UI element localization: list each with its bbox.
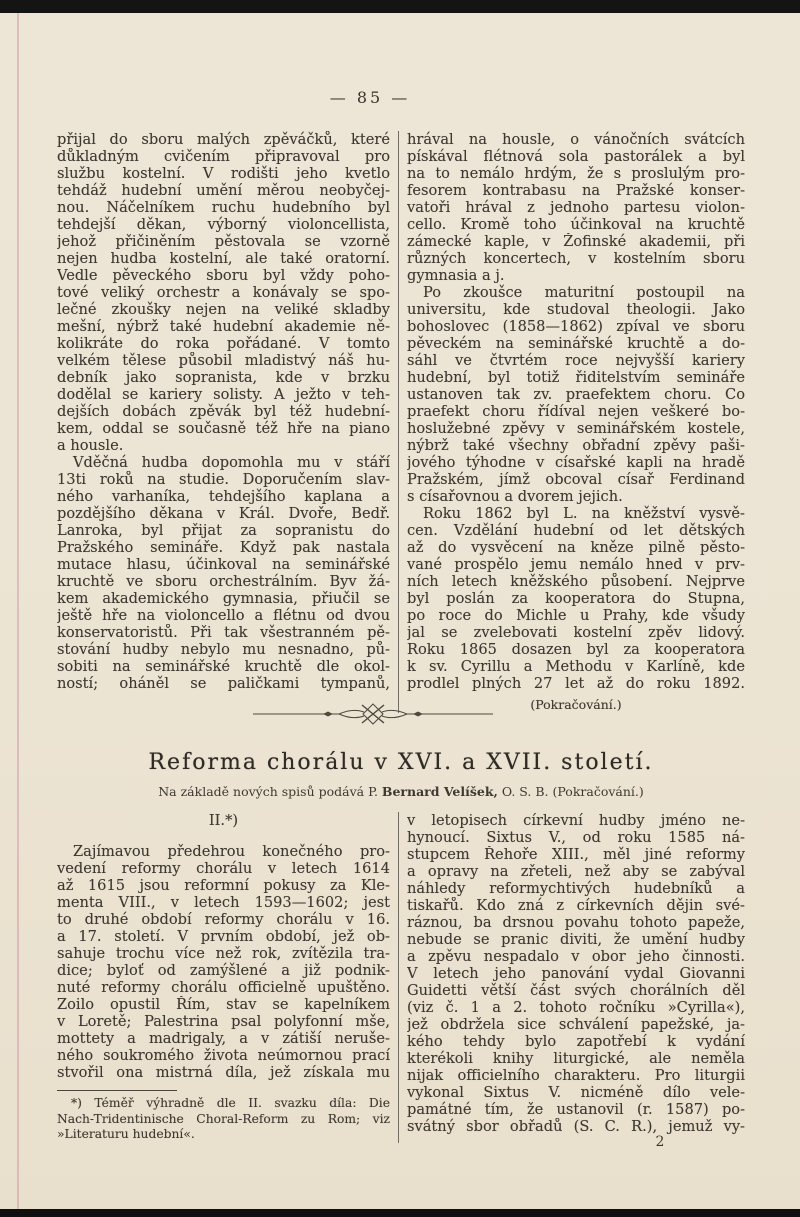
text-line: kem, oddal se současně též hře na piano: [57, 420, 390, 437]
text-line: důkladným cvičením připravoval pro: [57, 148, 390, 165]
footnote-lines: [57, 1096, 390, 1143]
article2-left-column: [57, 812, 398, 1143]
text-line: a zpěvu nespadalo v obor jeho činnosti.: [407, 948, 745, 965]
text-line: Lanroka, byl přijat za sopranistu do: [57, 522, 390, 539]
text-line: památné tím, že ustanovil (r. 1587) po-: [407, 1101, 745, 1118]
text-line: debník jako sopranista, kde v brzku: [57, 369, 390, 386]
text-line: po roce do Michle u Prahy, kde všudy: [407, 607, 745, 624]
text-line: vatoři hrával z jednoho partesu violon-: [407, 199, 745, 216]
text-line: konservatoristů. Při tak všestranném pě-: [57, 624, 390, 641]
text-line: fesorem kontrabasu na Pražské konser-: [407, 182, 745, 199]
text-line: »Literaturu hudební«.: [57, 1127, 195, 1141]
text-line: hrával na housle, o vánočních svátcích: [407, 131, 745, 148]
text-line: různých koncertech, v kostelním sboru: [407, 250, 745, 267]
scan-edge-top: [0, 0, 800, 13]
text-line: v Loretě; Palestrina psal polyfonní mše,: [57, 1013, 390, 1030]
margin-line: [17, 13, 19, 1209]
text-line: zámecké kaple, v Žofinské akademii, při: [407, 233, 745, 250]
text-line: pozdějšího děkana v Král. Dvoře, Bedř.: [57, 505, 390, 522]
article2-right-column: [398, 812, 745, 1143]
text-line: Zoilo opustil Řím, stav se kapelníkem: [57, 996, 390, 1013]
text-line: jového týhodne v císařské kapli na hradě: [407, 454, 745, 471]
scan-edge-bottom: [0, 1209, 800, 1217]
text-line: *) Téměř výhradně dle II. svazku díla: Die: [71, 1096, 390, 1110]
article1-columns: [57, 131, 745, 713]
text-line: velkém tělese působil mladistvý náš hu-: [57, 352, 390, 369]
text-line: Nach-Tridentinische Choral-Reform zu Rom; viz: [57, 1111, 390, 1126]
text-line: ného soukromého života neúmornou prací: [57, 1047, 390, 1064]
subtitle-suffix: O. S. B. (Pokračování.): [497, 784, 644, 799]
text-line: službu kostelní. V rodišti jeho kvetlo: [57, 165, 390, 182]
text-line: v letopisech církevní hudby jméno ne-: [407, 812, 745, 829]
text-line: nejen hudba kostelní, ale také oratorní.: [57, 250, 390, 267]
text-line: jež obdržela sice schválení papežské, ja-: [407, 1016, 745, 1033]
text-line: prodlel plných 27 let až do roku 1892.: [407, 675, 745, 692]
text-line: stování hudby nebylo mu nesnadno, pů-: [57, 641, 390, 658]
text-line: sahuje trochu více než rok, zvítězila tra-: [57, 945, 390, 962]
page-number: — 85 —: [329, 88, 411, 107]
text-line: cello. Kromě toho účinkoval na kruchtě: [407, 216, 745, 233]
text-line: na to nemálo hrdým, že s proslulým pro-: [407, 165, 745, 182]
text-line: sobiti na seminářské kruchtě dle okol-: [57, 658, 390, 675]
text-line: Po zkoušce maturitní postoupil na: [423, 284, 745, 301]
text-line: vedení reformy chorálu v letech 1614: [57, 860, 390, 877]
text-line: mutace hlasu, účinkoval na seminářské: [57, 556, 390, 573]
text-line: a 17. století. V prvním období, jež ob-: [57, 928, 390, 945]
text-line: až 1615 jsou reformní pokusy za Kle-: [57, 877, 390, 894]
subtitle-author: Bernard Velíšek,: [381, 784, 498, 799]
text-line: ještě hře na violoncello a flétnu od dvou: [57, 607, 390, 624]
text-line: dice; byloť od zamýšlené a již podnik-: [57, 962, 390, 979]
text-line: stvořil ona mistrná díla, jež získala mu: [57, 1064, 390, 1081]
text-line: pískával flétnová sola pastorálek a byl: [407, 148, 745, 165]
text-line: Pražského semináře. Když pak nastala: [57, 539, 390, 556]
text-line: nijak officielního charakteru. Pro liturgii: [407, 1067, 745, 1084]
text-line: ustanoven tak zv. praefektem choru. Co: [407, 386, 745, 403]
text-line: a opravy na zřeteli, než aby se zabýval: [407, 863, 745, 880]
text-line: dejších dobách zpěvák byl též hudební-: [57, 403, 390, 420]
text-line: to druhé období reformy chorálu v 16.: [57, 911, 390, 928]
subtitle-text: Na základě nových spisů podává P.: [158, 784, 382, 799]
text-line: tehdáž hudební umění měrou neobyčej-: [57, 182, 390, 199]
signature-number: 2: [655, 1134, 665, 1150]
text-line: tové veliký orchestr a konávaly se spo-: [57, 284, 390, 301]
text-line: nýbrž také všechny obřadní zpěvy paši-: [407, 437, 745, 454]
text-line: lečné zkoušky nejen na veliké skladby: [57, 301, 390, 318]
text-line: jal se zvelebovati kostelní zpěv lidový.: [407, 624, 745, 641]
text-line: menta VIII., v letech 1593—1602; jest: [57, 894, 390, 911]
text-line: jehož přičiněním pěstovala se vzorně: [57, 233, 390, 250]
text-line: nou. Náčelníkem ruchu hudebního byl: [57, 199, 390, 216]
text-line: (viz č. 1 a 2. tohoto ročníku »Cyrilla«),: [407, 999, 745, 1016]
text-line: tehdejší děkan, výborný violoncellista,: [57, 216, 390, 233]
text-line: mottety a madrigaly, a v zátiší neruše-: [57, 1030, 390, 1047]
text-line: hudební, byl totiž řiditelstvím semináře: [407, 369, 745, 386]
text-line: Guidetti větší část svých chorálních děl: [407, 982, 745, 999]
text-line: mešní, nýbrž také hudební akademie ně-: [57, 318, 390, 335]
section-label: II.*): [208, 812, 239, 829]
text-line: a housle.: [57, 437, 124, 454]
text-line: praefekt choru řídíval nejen veškeré bo-: [407, 403, 745, 420]
text-line: stupcem Řehoře XIII., měl jiné reformy: [407, 846, 745, 863]
article2-left-text: [57, 843, 390, 1081]
text-line: Roku 1865 dosazen byl za kooperatora: [407, 641, 745, 658]
text-line: ních letech kněžského působení. Nejprve: [407, 573, 745, 590]
text-line: bohoslovec (1858—1862) zpíval ve sboru: [407, 318, 745, 335]
text-line: ného varhaníka, tehdejšího kaplana a: [57, 488, 390, 505]
text-line: s císařovnou a dvorem jejich.: [407, 488, 623, 505]
article-subtitle: [57, 784, 745, 799]
text-line: vykonal Sixtus V. nicméně dílo vele-: [407, 1084, 745, 1101]
article-title: Reforma chorálu v XVI. a XVII. století.: [148, 750, 654, 775]
text-line: nuté reformy chorálu officielně upuštěno.: [57, 979, 390, 996]
text-line: gymnasia a j.: [407, 267, 505, 284]
text-line: kolikráte do roka pořádané. V tomto: [57, 335, 390, 352]
text-line: byl poslán za kooperatora do Stupna,: [407, 590, 745, 607]
text-line: dodělal se kariery solisty. A ježto v teh-: [57, 386, 390, 403]
text-line: Vděčná hudba dopomohla mu v stáří: [73, 454, 390, 471]
text-line: k sv. Cyrillu a Methodu v Karlíně, kde: [407, 658, 745, 675]
text-line: vané prospělo jemu nemálo hned v prv-: [407, 556, 745, 573]
text-line: Vedle pěveckého sboru byl vždy poho-: [57, 267, 390, 284]
text-line: pěveckém na seminářské kruchtě a do-: [407, 335, 745, 352]
article1-right-column: [398, 131, 745, 713]
text-line: (Pokračování.): [530, 697, 622, 712]
text-line: Pražském, jímž obcoval císař Ferdinand: [407, 471, 745, 488]
text-line: hynoucí. Sixtus V., od roku 1585 ná-: [407, 829, 745, 846]
text-line: Zajímavou předehrou konečného pro-: [73, 843, 390, 860]
article2-header: [57, 750, 745, 799]
text-line: náhledy reformychtivých hudebníků a: [407, 880, 745, 897]
footnote-separator: [57, 1090, 177, 1091]
text-line: cen. Vzdělání hudební od let dětských: [407, 522, 745, 539]
text-line: universitu, kde studoval theologii. Jako: [407, 301, 745, 318]
text-line: až do vysvěcení na kněze pilně pěsto-: [407, 539, 745, 556]
text-line: ností; oháněl se paličkami tympanů,: [57, 675, 390, 692]
article2-columns: [57, 812, 745, 1143]
footnote: [57, 1090, 390, 1143]
text-line: kruchtě ve sboru orchestrálním. Byv žá-: [57, 573, 390, 590]
text-line: Roku 1862 byl L. na kněžství vysvě-: [423, 505, 745, 522]
text-line: kterékoli knihy liturgické, ale neměla: [407, 1050, 745, 1067]
divider-ornament: [253, 702, 493, 726]
text-line: svátný sbor obřadů (S. C. R.), jemuž vy-: [407, 1118, 745, 1135]
article1-left-column: [57, 131, 398, 713]
text-line: 13ti roků na studie. Doporučením slav-: [57, 471, 390, 488]
text-line: nebude se pranic diviti, že umění hudby: [407, 931, 745, 948]
text-line: tiskařů. Kdo zná z církevních dějin své-: [407, 897, 745, 914]
text-line: kého tehdy bylo zapotřebí k vydání: [407, 1033, 745, 1050]
text-line: sáhl ve čtvrtém roce nejvyšší kariery: [407, 352, 745, 369]
text-line: ráznou, ba drsnou povahu tohoto papeže,: [407, 914, 745, 931]
text-line: V letech jeho panování vydal Giovanni: [407, 965, 745, 982]
text-line: hoslužebné zpěvy v seminářském kostele,: [407, 420, 745, 437]
text-line: přijal do sboru malých zpěváčků, které: [57, 131, 390, 148]
text-line: kem akademického gymnasia, přiučil se: [57, 590, 390, 607]
